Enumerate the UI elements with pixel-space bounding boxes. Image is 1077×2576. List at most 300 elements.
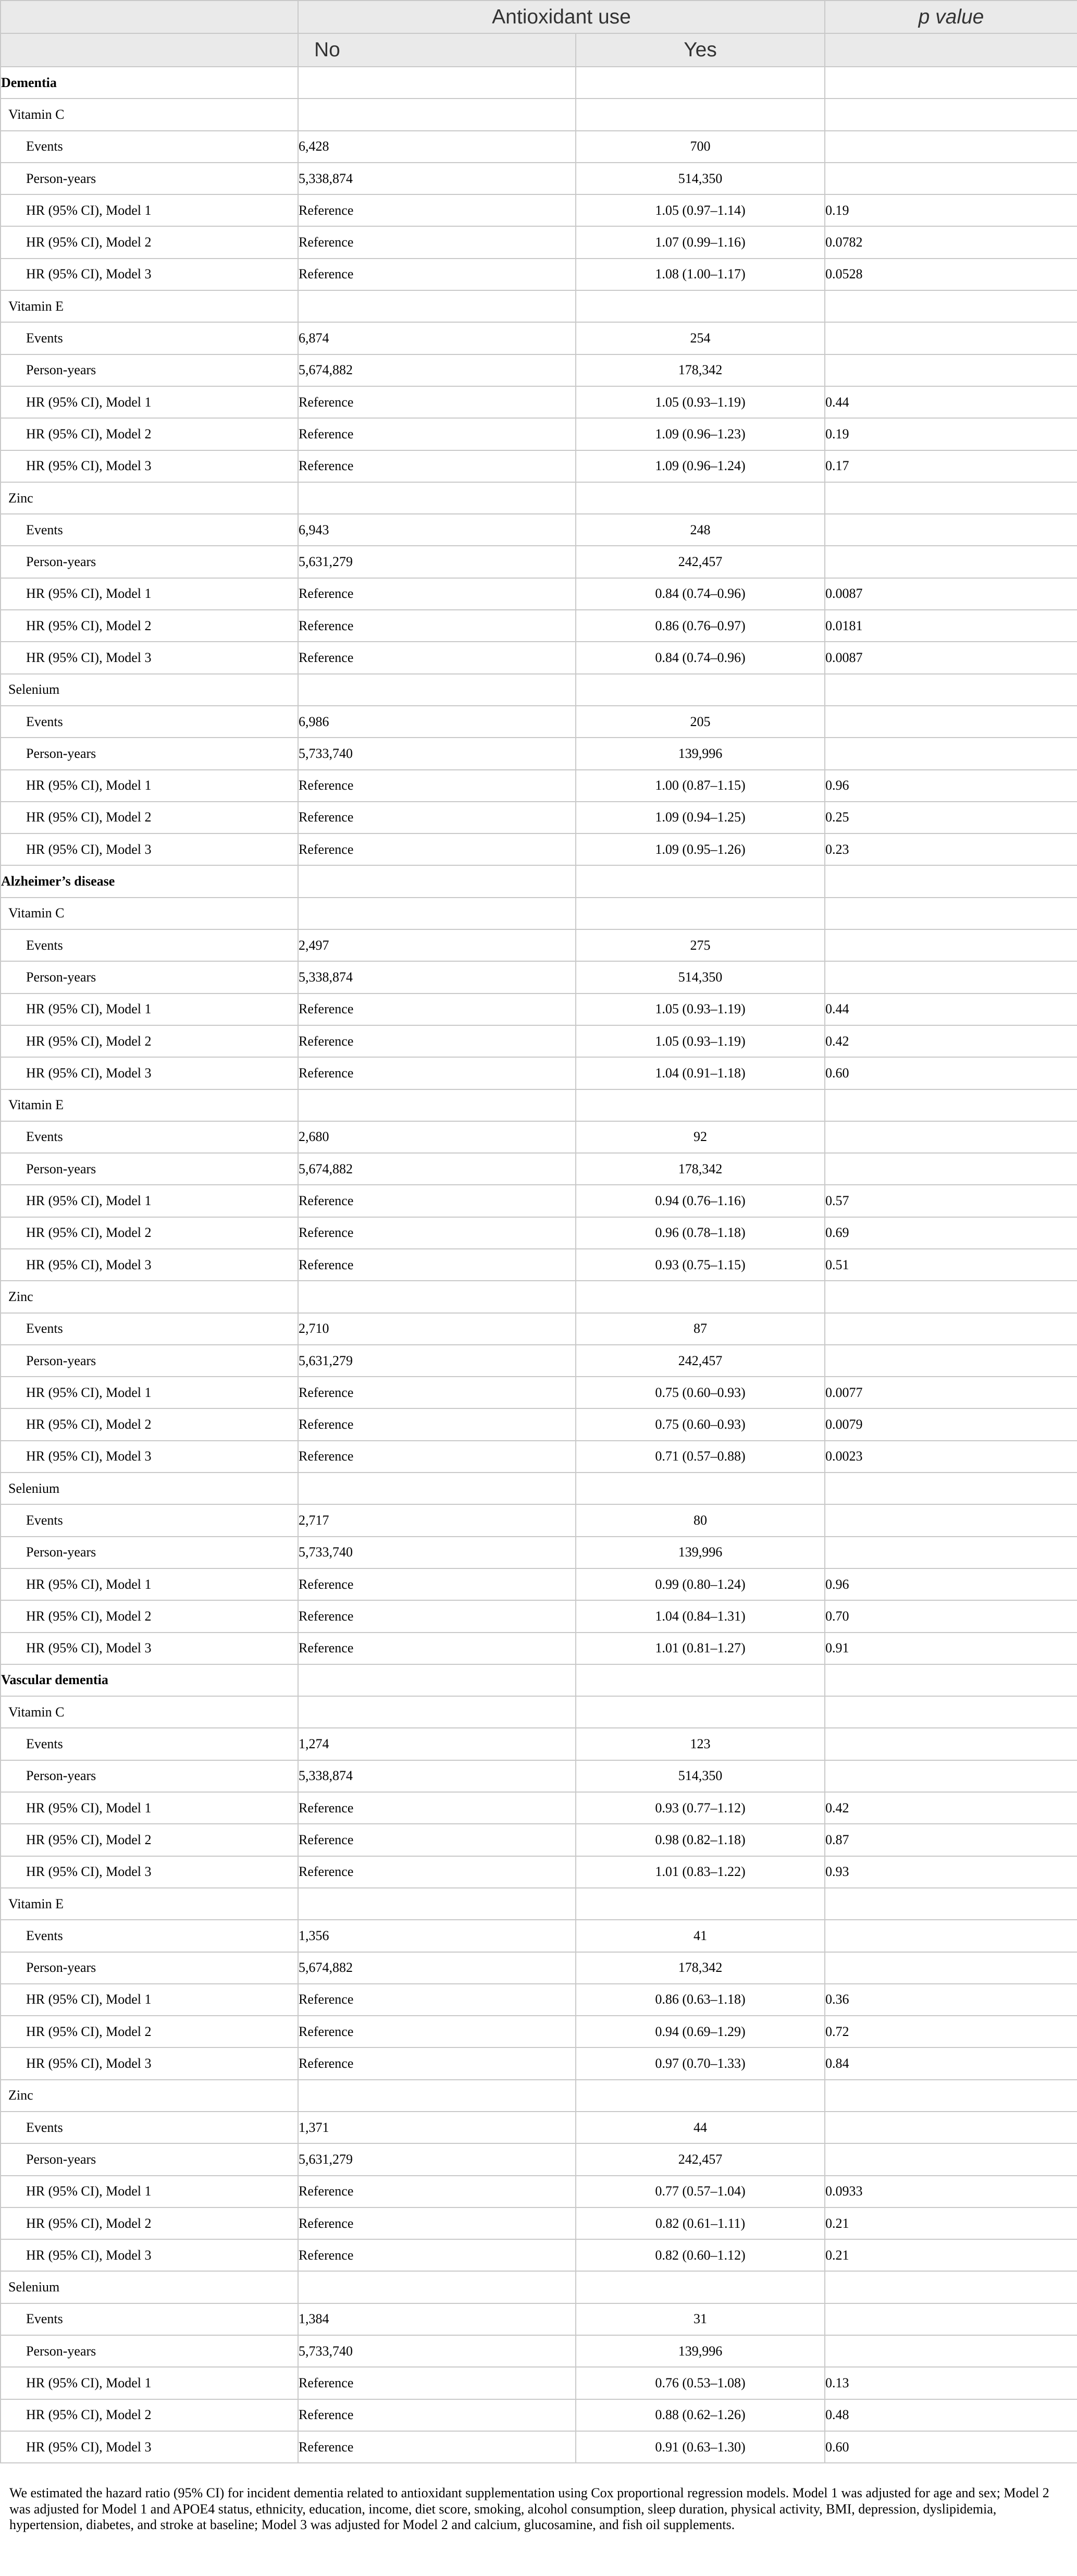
row-label: HR (95% CI), Model 3 [1,1856,298,1888]
row-label: Dementia [1,67,298,99]
row-label: Person-years [1,1153,298,1185]
cell-yes: 205 [576,706,825,738]
row-label: HR (95% CI), Model 2 [1,1600,298,1632]
table-row [1,2016,1077,2047]
cell-p-value [825,1473,1077,1504]
row-label: HR (95% CI), Model 2 [1,1025,298,1057]
cell-p-value: 0.0087 [825,642,1077,673]
cell-yes: 0.86 (0.63–1.18) [576,1984,825,2016]
cell-yes: 0.99 (0.80–1.24) [576,1568,825,1600]
table-row [1,546,1077,578]
cell-p-value [825,706,1077,738]
row-label: HR (95% CI), Model 3 [1,642,298,673]
cell-p-value: 0.0087 [825,578,1077,610]
cell-no [298,99,576,130]
row-label: Events [1,1920,298,1952]
cell-yes: 80 [576,1504,825,1536]
row-label: HR (95% CI), Model 1 [1,993,298,1025]
row-label: HR (95% CI), Model 2 [1,2207,298,2239]
cell-yes: 0.98 (0.82–1.18) [576,1824,825,1856]
supplement-row [1,2271,1077,2303]
cell-p-value: 0.42 [825,1792,1077,1824]
cell-no: Reference [298,2239,576,2271]
table-row [1,1249,1077,1281]
cell-yes: 242,457 [576,546,825,578]
cell-p-value: 0.44 [825,993,1077,1025]
cell-no: Reference [298,1568,576,1600]
row-label: Person-years [1,2335,298,2367]
row-label: Person-years [1,1952,298,1984]
cell-no [298,898,576,929]
cell-yes: 41 [576,1920,825,1952]
table-row [1,226,1077,258]
cell-no: 5,733,740 [298,1537,576,1568]
supplement-row [1,290,1077,322]
cell-p-value [825,929,1077,961]
row-label: Person-years [1,1345,298,1377]
row-label: Events [1,1728,298,1760]
table-row [1,131,1077,163]
cell-yes: 0.91 (0.63–1.30) [576,2431,825,2463]
row-label: HR (95% CI), Model 3 [1,2239,298,2271]
cell-yes: 0.96 (0.78–1.18) [576,1217,825,1249]
cell-p-value: 0.57 [825,1185,1077,1217]
cell-no: 6,986 [298,706,576,738]
table-header [1,1,1077,67]
cell-yes: 139,996 [576,1537,825,1568]
table-row [1,1217,1077,1249]
cell-yes [576,674,825,706]
cell-no: Reference [298,2176,576,2207]
row-label: HR (95% CI), Model 2 [1,2399,298,2431]
cell-yes: 123 [576,1728,825,1760]
cell-yes: 514,350 [576,961,825,993]
row-label: Person-years [1,163,298,194]
row-label: HR (95% CI), Model 1 [1,1568,298,1600]
row-label: HR (95% CI), Model 2 [1,802,298,833]
row-label: Person-years [1,738,298,769]
row-label: HR (95% CI), Model 1 [1,1185,298,1217]
cell-no: Reference [298,2399,576,2431]
cell-p-value: 0.17 [825,450,1077,482]
cell-no: Reference [298,1984,576,2016]
supplement-row [1,898,1077,929]
cell-p-value [825,2303,1077,2335]
row-label: HR (95% CI), Model 3 [1,2431,298,2463]
cell-p-value: 0.25 [825,802,1077,833]
cell-p-value: 0.48 [825,2399,1077,2431]
cell-p-value [825,1696,1077,1728]
table-row [1,961,1077,993]
cell-yes [576,2271,825,2303]
cell-no: 5,631,279 [298,546,576,578]
cell-yes: 0.94 (0.76–1.16) [576,1185,825,1217]
cell-p-value: 0.42 [825,1025,1077,1057]
header-empty-cell [1,1,298,33]
table-row [1,1952,1077,1984]
table-row [1,2303,1077,2335]
table-row [1,514,1077,546]
row-label: HR (95% CI), Model 2 [1,226,298,258]
table-row [1,386,1077,418]
supplement-row [1,674,1077,706]
cell-p-value: 0.84 [825,2047,1077,2079]
cell-p-value [825,1920,1077,1952]
cell-yes: 514,350 [576,163,825,194]
cell-yes [576,1089,825,1121]
row-label: Vitamin E [1,1888,298,1920]
row-label: HR (95% CI), Model 2 [1,1408,298,1440]
cell-yes: 178,342 [576,1952,825,1984]
cell-no: 2,497 [298,929,576,961]
table-row [1,1025,1077,1057]
cell-p-value: 0.51 [825,1249,1077,1281]
cell-no: 5,733,740 [298,2335,576,2367]
cell-no [298,67,576,99]
cell-no: Reference [298,2016,576,2047]
row-label: HR (95% CI), Model 1 [1,2367,298,2399]
row-label: HR (95% CI), Model 3 [1,1441,298,1473]
row-label: HR (95% CI), Model 1 [1,2176,298,2207]
table-footnote: We estimated the hazard ratio (95% CI) for incident dementia related to antioxidant supplementation using Cox proportional regression models. Model 1 was adjusted for age and sex; Model 2 was adjusted for Model 1 and APOE4 status, ethnicity, education, income, diet score, smoking, alcohol consumption, sleep duration, physical activity, BMI, depression, dyslipidemia, hypertension, diabetes, and stroke at baseline; Model 3 was adjusted for Model 2 and calcium, glucosamine, and fish oil supplements. [9,2485,1049,2532]
row-label: Selenium [1,674,298,706]
row-label: Zinc [1,1281,298,1312]
row-label: HR (95% CI), Model 3 [1,450,298,482]
header-antioxidant-use: Antioxidant use [298,1,825,33]
cell-p-value [825,546,1077,578]
table-row [1,833,1077,865]
cell-yes [576,2080,825,2112]
supplement-row [1,1473,1077,1504]
cell-p-value: 0.96 [825,770,1077,802]
cell-p-value [825,898,1077,929]
cell-no: Reference [298,450,576,482]
cell-p-value [825,1664,1077,1696]
row-label: HR (95% CI), Model 2 [1,2016,298,2047]
cell-p-value: 0.0079 [825,1408,1077,1440]
cell-p-value: 0.21 [825,2207,1077,2239]
cell-no: 2,717 [298,1504,576,1536]
cell-p-value [825,1153,1077,1185]
cell-p-value: 0.0528 [825,259,1077,290]
row-label: Person-years [1,1537,298,1568]
cell-yes: 92 [576,1121,825,1153]
cell-no: 5,631,279 [298,1345,576,1377]
table-row [1,1984,1077,2016]
row-label: Zinc [1,482,298,514]
cell-p-value [825,1760,1077,1792]
header-empty-cell [1,33,298,67]
cell-no: 1,371 [298,2112,576,2143]
cell-p-value: 0.13 [825,2367,1077,2399]
cell-yes [576,99,825,130]
cell-yes [576,482,825,514]
table-row [1,2431,1077,2463]
header-no: No [298,33,576,67]
cell-yes [576,1281,825,1312]
supplement-row [1,1696,1077,1728]
cell-no: Reference [298,833,576,865]
cell-p-value: 0.93 [825,1856,1077,1888]
cell-p-value [825,131,1077,163]
cell-no: Reference [298,226,576,258]
cell-no: Reference [298,1792,576,1824]
cell-yes: 0.71 (0.57–0.88) [576,1441,825,1473]
table-row [1,610,1077,642]
supplement-row [1,1089,1077,1121]
cell-yes: 0.75 (0.60–0.93) [576,1408,825,1440]
cell-yes: 1.09 (0.95–1.26) [576,833,825,865]
cell-p-value: 0.23 [825,833,1077,865]
row-label: Alzheimer’s disease [1,865,298,897]
header-p-value: p value [825,1,1077,33]
cell-yes: 139,996 [576,2335,825,2367]
table-row [1,1121,1077,1153]
table-row [1,1408,1077,1440]
cell-no: Reference [298,1249,576,1281]
table-row [1,2239,1077,2271]
cell-p-value: 0.0181 [825,610,1077,642]
table-row [1,163,1077,194]
table-row [1,418,1077,450]
row-label: HR (95% CI), Model 1 [1,194,298,226]
cell-no: Reference [298,194,576,226]
row-label: Vitamin C [1,1696,298,1728]
row-label: Vascular dementia [1,1664,298,1696]
cell-yes [576,1473,825,1504]
cell-yes: 1.04 (0.84–1.31) [576,1600,825,1632]
cell-p-value [825,1345,1077,1377]
row-label: HR (95% CI), Model 3 [1,1249,298,1281]
cell-p-value: 0.70 [825,1600,1077,1632]
cell-p-value [825,1313,1077,1345]
cell-yes: 178,342 [576,354,825,386]
table-row [1,2047,1077,2079]
table-row [1,1792,1077,1824]
cell-p-value: 0.0782 [825,226,1077,258]
row-label: HR (95% CI), Model 1 [1,386,298,418]
cell-p-value [825,1728,1077,1760]
cell-yes: 0.86 (0.76–0.97) [576,610,825,642]
cell-yes: 248 [576,514,825,546]
cell-p-value [825,961,1077,993]
cell-p-value [825,865,1077,897]
table-row [1,1856,1077,1888]
cell-p-value [825,2271,1077,2303]
cell-no: 5,733,740 [298,738,576,769]
row-label: Person-years [1,354,298,386]
cell-yes: 1.08 (1.00–1.17) [576,259,825,290]
cell-yes: 1.01 (0.83–1.22) [576,1856,825,1888]
row-label: HR (95% CI), Model 2 [1,610,298,642]
cell-no: Reference [298,259,576,290]
cell-p-value: 0.96 [825,1568,1077,1600]
cell-no [298,1089,576,1121]
header-empty-cell [825,33,1077,67]
cell-yes: 0.84 (0.74–0.96) [576,578,825,610]
table-row [1,1920,1077,1952]
cell-no [298,482,576,514]
cell-no: 1,384 [298,2303,576,2335]
cell-p-value [825,67,1077,99]
cell-yes: 1.07 (0.99–1.16) [576,226,825,258]
row-label: HR (95% CI), Model 3 [1,259,298,290]
row-label: HR (95% CI), Model 1 [1,1792,298,1824]
row-label: Events [1,322,298,354]
row-label: Events [1,514,298,546]
cell-p-value: 0.60 [825,1057,1077,1089]
row-label: Selenium [1,1473,298,1504]
cell-yes: 44 [576,2112,825,2143]
cell-p-value [825,514,1077,546]
cell-p-value: 0.21 [825,2239,1077,2271]
cell-no [298,2080,576,2112]
table-row [1,450,1077,482]
cell-no: 5,674,882 [298,354,576,386]
cell-p-value [825,1121,1077,1153]
cell-no: 5,338,874 [298,163,576,194]
table-row [1,642,1077,673]
cell-no: Reference [298,1856,576,1888]
cell-no [298,1473,576,1504]
cell-p-value: 0.0077 [825,1377,1077,1408]
cell-no: Reference [298,770,576,802]
cell-p-value [825,290,1077,322]
cell-p-value [825,2335,1077,2367]
cell-no [298,674,576,706]
cell-no: Reference [298,1377,576,1408]
cell-yes: 514,350 [576,1760,825,1792]
cell-yes: 0.77 (0.57–1.04) [576,2176,825,2207]
cell-yes: 275 [576,929,825,961]
cell-yes: 87 [576,1313,825,1345]
table-row [1,706,1077,738]
supplement-row [1,1281,1077,1312]
row-label: HR (95% CI), Model 1 [1,578,298,610]
cell-no: 1,274 [298,1728,576,1760]
cell-yes: 254 [576,322,825,354]
table-body [1,67,1077,2463]
table-row [1,929,1077,961]
table-row [1,2335,1077,2367]
table-row [1,802,1077,833]
row-label: Events [1,1504,298,1536]
cell-yes [576,898,825,929]
cell-p-value [825,1504,1077,1536]
header-row-columns [1,33,1077,67]
row-label: Events [1,929,298,961]
table-row [1,2143,1077,2175]
row-label: Events [1,1313,298,1345]
cell-p-value: 0.87 [825,1824,1077,1856]
table-row [1,259,1077,290]
cell-p-value [825,2143,1077,2175]
cell-no: Reference [298,2431,576,2463]
row-label: HR (95% CI), Model 3 [1,1633,298,1664]
table-row [1,1313,1077,1345]
cell-no [298,1281,576,1312]
outcome-row [1,67,1077,99]
table-row [1,1185,1077,1217]
cell-yes: 1.05 (0.93–1.19) [576,1025,825,1057]
cell-yes: 0.94 (0.69–1.29) [576,2016,825,2047]
table-row [1,578,1077,610]
cell-p-value: 0.36 [825,1984,1077,2016]
cell-yes: 1.00 (0.87–1.15) [576,770,825,802]
cell-yes: 31 [576,2303,825,2335]
table-row [1,1760,1077,1792]
row-label: Vitamin E [1,290,298,322]
cell-p-value: 0.69 [825,1217,1077,1249]
cell-no: 5,674,882 [298,1153,576,1185]
cell-yes: 1.09 (0.96–1.23) [576,418,825,450]
cell-yes: 0.93 (0.77–1.12) [576,1792,825,1824]
row-label: Events [1,2112,298,2143]
table-row [1,1600,1077,1632]
cell-no: Reference [298,1441,576,1473]
cell-no [298,1888,576,1920]
cell-no: Reference [298,1185,576,1217]
cell-yes: 139,996 [576,738,825,769]
cell-no: Reference [298,610,576,642]
row-label: HR (95% CI), Model 3 [1,833,298,865]
row-label: HR (95% CI), Model 2 [1,1824,298,1856]
table-row [1,1345,1077,1377]
row-label: HR (95% CI), Model 2 [1,418,298,450]
table-row [1,1441,1077,1473]
cell-p-value: 0.60 [825,2431,1077,2463]
cell-no [298,1664,576,1696]
cell-no: 1,356 [298,1920,576,1952]
table-row [1,1153,1077,1185]
cell-yes: 700 [576,131,825,163]
cell-no: 5,674,882 [298,1952,576,1984]
cell-p-value [825,674,1077,706]
cell-yes: 0.82 (0.60–1.12) [576,2239,825,2271]
header-row-group [1,1,1077,33]
cell-no: Reference [298,2367,576,2399]
row-label: HR (95% CI), Model 2 [1,1217,298,1249]
cell-no: Reference [298,1217,576,1249]
table-row [1,770,1077,802]
cell-no: Reference [298,418,576,450]
cell-p-value: 0.44 [825,386,1077,418]
cell-p-value: 0.0023 [825,1441,1077,1473]
cell-yes: 0.82 (0.61–1.11) [576,2207,825,2239]
row-label: Events [1,2303,298,2335]
table-row [1,1377,1077,1408]
table-row [1,1057,1077,1089]
cell-no: Reference [298,1824,576,1856]
table-row [1,354,1077,386]
table-row [1,1537,1077,1568]
cell-yes: 0.88 (0.62–1.26) [576,2399,825,2431]
row-label: HR (95% CI), Model 1 [1,1984,298,2016]
cell-yes: 1.05 (0.93–1.19) [576,386,825,418]
cell-no: 2,710 [298,1313,576,1345]
cell-yes: 0.97 (0.70–1.33) [576,2047,825,2079]
cell-p-value [825,1089,1077,1121]
cell-yes: 0.84 (0.74–0.96) [576,642,825,673]
row-label: Person-years [1,1760,298,1792]
cell-no: Reference [298,1057,576,1089]
cell-no [298,1696,576,1728]
cell-yes [576,1888,825,1920]
row-label: Selenium [1,2271,298,2303]
row-label: Vitamin C [1,99,298,130]
cell-yes: 242,457 [576,1345,825,1377]
cell-yes [576,290,825,322]
